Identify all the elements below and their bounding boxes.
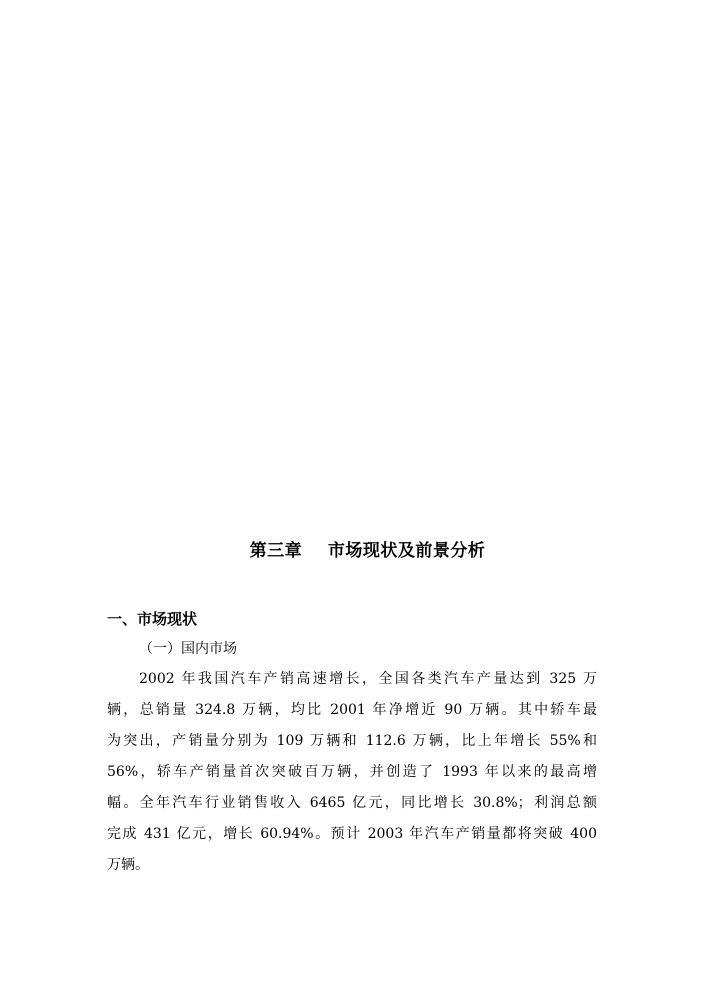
paragraph-line: 56%，轿车产销量首次突破百万辆，并创造了 1993 年以来的最高增 — [107, 764, 597, 780]
section-heading: 一、市场现状 — [107, 610, 198, 628]
subsection-heading: （一）国内市场 — [139, 641, 237, 657]
paragraph-line: 完成 431 亿元，增长 60.94%。预计 2003 年汽车产销量都将突破 400 — [107, 826, 597, 842]
body-paragraph — [107, 668, 597, 885]
paragraph-line: 辆，总销量 324.8 万辆，均比 2001 年净增近 90 万辆。其中轿车最 — [107, 702, 597, 718]
paragraph-line: 幅。全年汽车行业销售收入 6465 亿元，同比增长 30.8%；利润总额 — [107, 795, 597, 811]
chapter-title: 第三章 市场现状及前景分析 — [249, 541, 486, 561]
paragraph-line: 为突出，产销量分别为 109 万辆和 112.6 万辆，比上年增长 55%和 — [107, 733, 597, 749]
paragraph-line: 万辆。 — [107, 857, 149, 873]
paragraph-line: 2002 年我国汽车产销高速增长，全国各类汽车产量达到 325 万 — [139, 671, 597, 687]
